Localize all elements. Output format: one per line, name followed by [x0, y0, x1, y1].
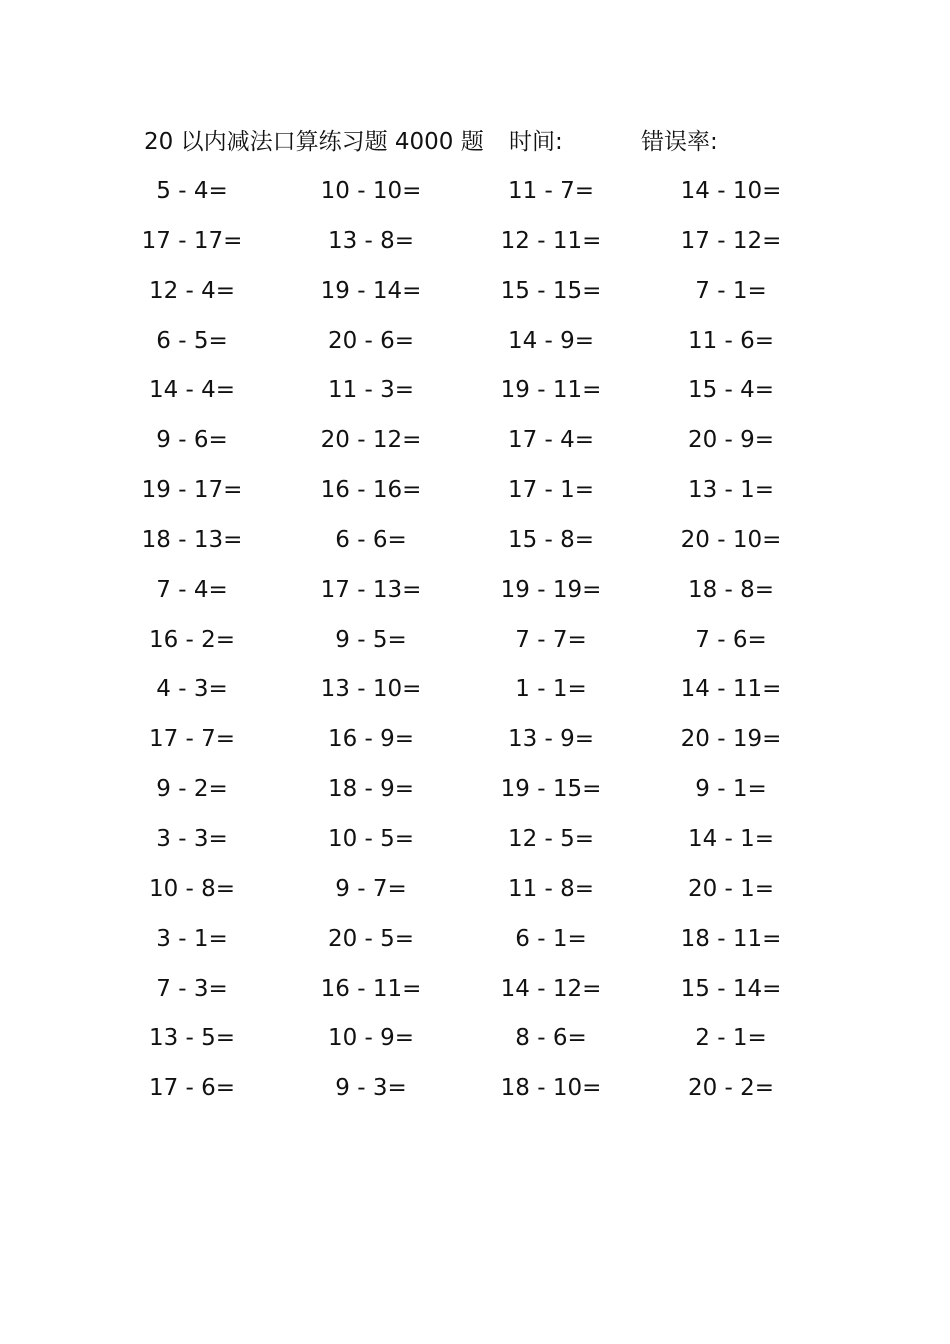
problem-row [0, 870, 950, 920]
problem-cell: 9 - 5= [335, 626, 407, 653]
problem-cell: 17 - 13= [320, 576, 422, 603]
problem-row [0, 571, 950, 621]
problem-cell: 20 - 19= [680, 726, 782, 753]
problem-grid [0, 172, 950, 1119]
problem-cell: 10 - 5= [327, 825, 415, 852]
problem-cell: 5 - 4= [156, 178, 228, 204]
problem-cell: 17 - 7= [148, 726, 236, 753]
problem-cell: 11 - 8= [507, 875, 595, 902]
problem-cell: 20 - 1= [687, 875, 775, 902]
problem-cell: 15 - 4= [687, 377, 775, 404]
problem-cell: 10 - 9= [327, 1025, 415, 1052]
problem-cell: 19 - 15= [500, 776, 602, 803]
problem-row [0, 1019, 950, 1069]
problem-cell: 7 - 1= [695, 277, 767, 304]
problem-row [0, 371, 950, 421]
problem-cell: 16 - 16= [320, 477, 422, 504]
problem-row [0, 471, 950, 521]
problem-row [0, 770, 950, 820]
problem-cell: 19 - 19= [500, 576, 602, 603]
problem-cell: 20 - 6= [327, 327, 415, 354]
problem-cell: 13 - 5= [148, 1025, 236, 1052]
problem-cell: 14 - 12= [500, 975, 602, 1002]
problem-row [0, 272, 950, 322]
problem-cell: 11 - 3= [327, 377, 415, 404]
problem-cell: 20 - 9= [687, 427, 775, 454]
problem-cell: 15 - 14= [680, 975, 782, 1002]
problem-cell: 16 - 11= [320, 975, 422, 1002]
problem-row [0, 322, 950, 372]
problem-row [0, 222, 950, 272]
problem-row [0, 172, 950, 222]
problem-cell: 18 - 10= [500, 1075, 602, 1102]
problem-row [0, 720, 950, 770]
problem-cell: 12 - 4= [148, 277, 236, 304]
problem-cell: 15 - 15= [500, 277, 602, 304]
problem-cell: 7 - 7= [515, 626, 587, 653]
worksheet-title: 20 以内减法口算练习题 4000 题 [144, 129, 484, 155]
problem-cell: 10 - 10= [320, 178, 422, 204]
problem-cell: 13 - 8= [327, 227, 415, 254]
problem-cell: 15 - 8= [507, 526, 595, 553]
problem-cell: 13 - 1= [687, 477, 775, 504]
problem-cell: 7 - 4= [156, 576, 228, 603]
problem-cell: 14 - 11= [680, 676, 782, 703]
problem-row [0, 970, 950, 1020]
problem-cell: 13 - 9= [507, 726, 595, 753]
problem-cell: 6 - 6= [335, 526, 407, 553]
problem-cell: 3 - 3= [156, 825, 228, 852]
error-rate-label: 错误率: [641, 129, 718, 155]
problem-cell: 8 - 6= [515, 1025, 587, 1052]
problem-cell: 14 - 9= [507, 327, 595, 354]
problem-cell: 11 - 6= [687, 327, 775, 354]
problem-cell: 9 - 3= [335, 1075, 407, 1102]
problem-cell: 18 - 8= [687, 576, 775, 603]
problem-cell: 17 - 1= [507, 477, 595, 504]
problem-cell: 6 - 5= [156, 327, 228, 354]
problem-cell: 1 - 1= [515, 676, 587, 703]
problem-cell: 14 - 4= [148, 377, 236, 404]
problem-cell: 18 - 11= [680, 925, 782, 952]
problem-cell: 19 - 17= [141, 477, 243, 504]
problem-cell: 16 - 2= [148, 626, 236, 653]
problem-cell: 20 - 5= [327, 925, 415, 952]
problem-cell: 4 - 3= [156, 676, 228, 703]
problem-row [0, 920, 950, 970]
worksheet-header [0, 124, 950, 160]
problem-cell: 6 - 1= [515, 925, 587, 952]
problem-row [0, 421, 950, 471]
problem-row [0, 621, 950, 671]
problem-cell: 19 - 11= [500, 377, 602, 404]
problem-cell: 10 - 8= [148, 875, 236, 902]
problem-row [0, 521, 950, 571]
problem-cell: 18 - 9= [327, 776, 415, 803]
problem-cell: 17 - 12= [680, 227, 782, 254]
problem-cell: 9 - 6= [156, 427, 228, 454]
problem-cell: 20 - 10= [680, 526, 782, 553]
problem-cell: 14 - 1= [687, 825, 775, 852]
problem-cell: 20 - 12= [320, 427, 422, 454]
problem-cell: 18 - 13= [141, 526, 243, 553]
problem-cell: 12 - 11= [500, 227, 602, 254]
problem-row [0, 670, 950, 720]
problem-cell: 16 - 9= [327, 726, 415, 753]
time-label: 时间: [509, 129, 563, 155]
problem-cell: 19 - 14= [320, 277, 422, 304]
problem-cell: 11 - 7= [507, 178, 595, 204]
problem-cell: 20 - 2= [687, 1075, 775, 1102]
problem-cell: 2 - 1= [695, 1025, 767, 1052]
problem-cell: 9 - 7= [335, 875, 407, 902]
problem-cell: 12 - 5= [507, 825, 595, 852]
problem-row [0, 1069, 950, 1119]
problem-cell: 13 - 10= [320, 676, 422, 703]
problem-cell: 7 - 6= [695, 626, 767, 653]
problem-cell: 17 - 17= [141, 227, 243, 254]
problem-cell: 3 - 1= [156, 925, 228, 952]
problem-cell: 7 - 3= [156, 975, 228, 1002]
problem-cell: 14 - 10= [680, 178, 782, 204]
problem-cell: 9 - 1= [695, 776, 767, 803]
problem-cell: 17 - 6= [148, 1075, 236, 1102]
problem-cell: 9 - 2= [156, 776, 228, 803]
problem-row [0, 820, 950, 870]
problem-cell: 17 - 4= [507, 427, 595, 454]
